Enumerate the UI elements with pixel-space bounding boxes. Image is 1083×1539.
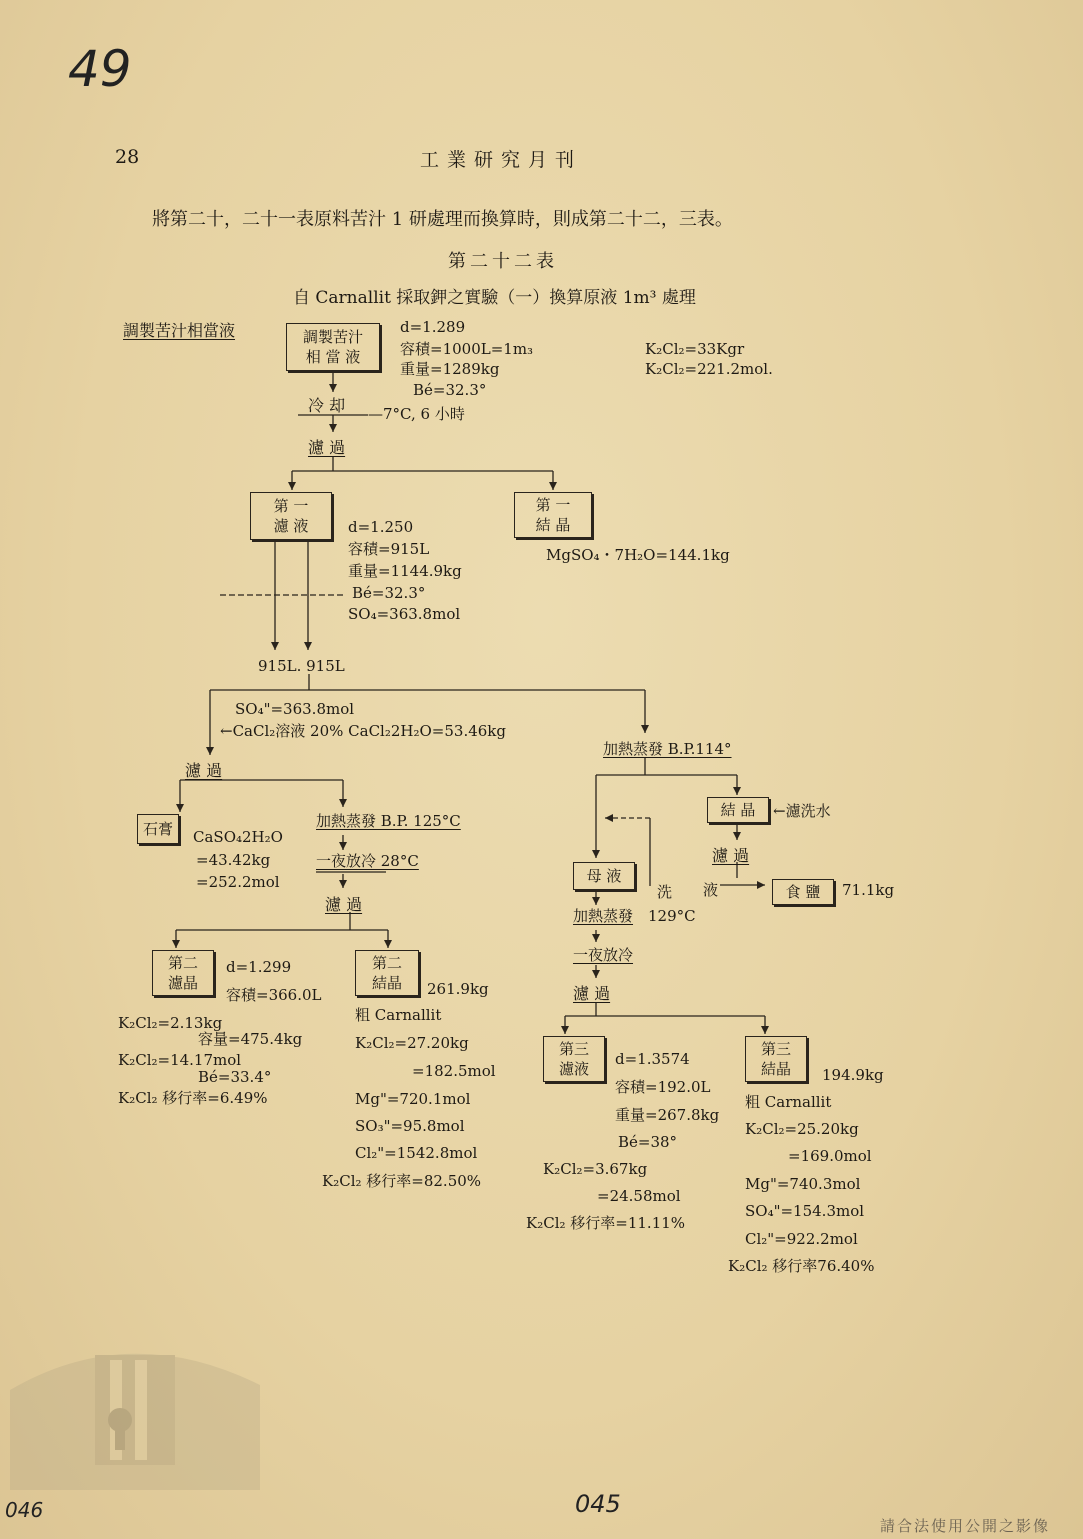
first-filtrate-line1: 第 一 — [273, 497, 309, 515]
third-filtrate-box — [543, 1036, 605, 1082]
mother-liquor-label: 母 液 — [586, 867, 622, 885]
heat-left: 加熱蒸發 B.P. 125°C — [316, 812, 461, 830]
crystal-right-label: 結 晶 — [720, 801, 756, 819]
gypsum-mol: =252.2mol — [196, 873, 280, 891]
second-crystal-box — [355, 950, 419, 996]
third-crystal-line1: 第三 — [760, 1040, 791, 1058]
second-filtrate-d: d=1.299 — [226, 958, 292, 976]
cool-condition: —7°C, 6 小時 — [368, 405, 465, 423]
start-k-mol: K₂Cl₂=221.2mol. — [645, 360, 773, 378]
third-filtrate-line1: 第三 — [558, 1040, 589, 1058]
third-filtrate-k-mol: =24.58mol — [597, 1187, 681, 1205]
start-prop-be: Bé=32.3° — [413, 381, 487, 399]
mother-heat: 加熱蒸發 — [573, 907, 634, 925]
journal-title: 工業研究月刊 — [420, 149, 583, 171]
intro-text: 將第二十，二十一表原料苦汁 1 研處理而換算時，則成第二十二，三表。 — [152, 209, 733, 230]
gypsum-formula: CaSO₄2H₂O — [193, 828, 283, 846]
third-crystal-k-kg: K₂Cl₂=25.20kg — [745, 1120, 859, 1138]
gypsum-box — [137, 814, 179, 844]
filter-left: 濾 過 — [185, 761, 223, 780]
third-crystal-mg: Mg"=740.3mol — [745, 1175, 861, 1193]
third-crystal-yield: K₂Cl₂ 移行率76.40% — [728, 1257, 875, 1275]
start-solution-box — [286, 323, 380, 371]
first-filtrate-so4: SO₄=363.8mol — [348, 605, 461, 623]
third-filtrate-be: Bé=38° — [618, 1133, 678, 1151]
third-crystal-crude: 粗 Carnallit — [745, 1093, 832, 1111]
third-filtrate-k-kg: K₂Cl₂=3.67kg — [543, 1160, 648, 1178]
gypsum-weight: =43.42kg — [196, 851, 271, 869]
start-box-line2: 相 當 液 — [305, 348, 361, 366]
second-crystal-yield: K₂Cl₂ 移行率=82.50% — [322, 1172, 482, 1190]
second-crystal-weight: 261.9kg — [427, 980, 489, 998]
second-filtrate-k-kg: K₂Cl₂=2.13kg — [118, 1014, 223, 1032]
mother-filter: 濾 過 — [573, 984, 611, 1003]
second-filtrate-line2: 濾晶 — [167, 974, 198, 992]
cacl2-addition: ←CaCl₂溶液 20% CaCl₂2H₂O=53.46kg — [220, 722, 506, 740]
salt-box — [772, 879, 834, 905]
third-crystal-k-mol: =169.0mol — [788, 1147, 872, 1165]
start-prop-d: d=1.289 — [400, 318, 466, 336]
second-crystal-k-mol: =182.5mol — [412, 1062, 496, 1080]
second-crystal-k-kg: K₂Cl₂=27.20kg — [355, 1034, 469, 1052]
table-subtitle: 自 Carnallit 採取鉀之實驗（一）換算原液 1m³ 處理 — [293, 288, 696, 308]
start-box-line1: 調製苦汁 — [302, 328, 363, 346]
second-crystal-line1: 第二 — [371, 954, 402, 972]
third-crystal-line2: 結晶 — [760, 1060, 791, 1078]
second-crystal-mg: Mg"=720.1mol — [355, 1090, 471, 1108]
second-filtrate-k-mol: K₂Cl₂=14.17mol — [118, 1051, 242, 1069]
filter-step-1: 濾 過 — [308, 438, 346, 457]
cool-step: 冷 却 — [308, 396, 346, 415]
second-filtrate-box — [152, 950, 214, 996]
cool-left: 一夜放冷 28°C — [316, 852, 419, 870]
first-filtrate-d: d=1.250 — [348, 518, 414, 536]
mother-liquor-box — [573, 862, 635, 890]
second-crystal-so3: SO₃"=95.8mol — [355, 1117, 465, 1135]
third-filtrate-weight: 重量=267.8kg — [615, 1106, 720, 1124]
first-filtrate-weight: 重量=1144.9kg — [348, 562, 462, 580]
archive-watermark-logo-icon — [10, 1330, 260, 1490]
first-filtrate-line2: 濾 液 — [273, 517, 309, 535]
heat-right: 加熱蒸發 B.P.114° — [603, 740, 732, 758]
second-filtrate-be: Bé=33.4° — [198, 1068, 272, 1086]
filter-left-2: 濾 過 — [325, 895, 363, 914]
second-crystal-cl2: Cl₂"=1542.8mol — [355, 1144, 478, 1162]
second-crystal-line2: 結晶 — [371, 974, 402, 992]
first-crystal-formula: MgSO₄・7H₂O=144.1kg — [546, 546, 730, 564]
mother-bp: 129°C — [648, 907, 696, 925]
third-filtrate-volume: 容積=192.0L — [615, 1078, 711, 1096]
first-filtrate-box — [250, 492, 332, 540]
start-prop-weight: 重量=1289kg — [400, 360, 500, 378]
third-crystal-cl2: Cl₂"=922.2mol — [745, 1230, 858, 1248]
start-prop-volume: 容積=1000L=1m₃ — [400, 340, 534, 358]
handwritten-bottom-left: 046 — [5, 1498, 44, 1522]
second-filtrate-volume: 容積=366.0L — [226, 986, 322, 1004]
first-crystal-line1: 第 一 — [535, 496, 571, 514]
second-filtrate-yield: K₂Cl₂ 移行率=6.49% — [118, 1089, 268, 1107]
mother-wash: 洗 — [657, 883, 673, 901]
side-label: 調製苦汁相當液 — [123, 321, 236, 340]
third-filtrate-line2: 濾液 — [558, 1060, 589, 1078]
second-crystal-crude: 粗 Carnallit — [355, 1006, 442, 1024]
crystal-right-liquid: 液 — [703, 881, 719, 899]
second-filtrate-line1: 第二 — [167, 954, 198, 972]
second-filtrate-capacity: 容量=475.4kg — [198, 1030, 303, 1048]
gypsum-label: 石膏 — [142, 820, 173, 838]
mother-cool: 一夜放冷 — [573, 946, 634, 964]
first-filtrate-volume: 容積=915L — [348, 540, 430, 558]
salt-label: 食 鹽 — [785, 883, 821, 901]
third-filtrate-d: d=1.3574 — [615, 1050, 690, 1068]
handwritten-bottom-center: 045 — [575, 1490, 621, 1518]
first-filtrate-be: Bé=32.3° — [352, 584, 426, 602]
third-filtrate-yield: K₂Cl₂ 移行率=11.11% — [526, 1214, 686, 1232]
third-crystal-box — [745, 1036, 807, 1082]
page-number: 28 — [115, 146, 140, 168]
crystal-right-wash: ←濾洗水 — [773, 802, 831, 820]
handwritten-page-mark: 49 — [68, 40, 132, 98]
salt-weight: 71.1kg — [842, 881, 895, 899]
split-volumes: 915L. 915L — [258, 657, 345, 675]
third-crystal-so4: SO₄"=154.3mol — [745, 1202, 865, 1220]
table-title: 第二十二表 — [448, 251, 558, 272]
first-crystal-box — [514, 492, 592, 538]
crystal-right-filter: 濾 過 — [712, 846, 750, 865]
usage-stamp: 請合法使用公開之影像 — [880, 1517, 1051, 1535]
start-k-kg: K₂Cl₂=33Kgr — [645, 340, 745, 358]
first-crystal-line2: 結 晶 — [535, 516, 571, 534]
crystal-right-box — [707, 797, 769, 823]
third-crystal-weight: 194.9kg — [822, 1066, 884, 1084]
so4-left: SO₄"=363.8mol — [235, 700, 355, 718]
